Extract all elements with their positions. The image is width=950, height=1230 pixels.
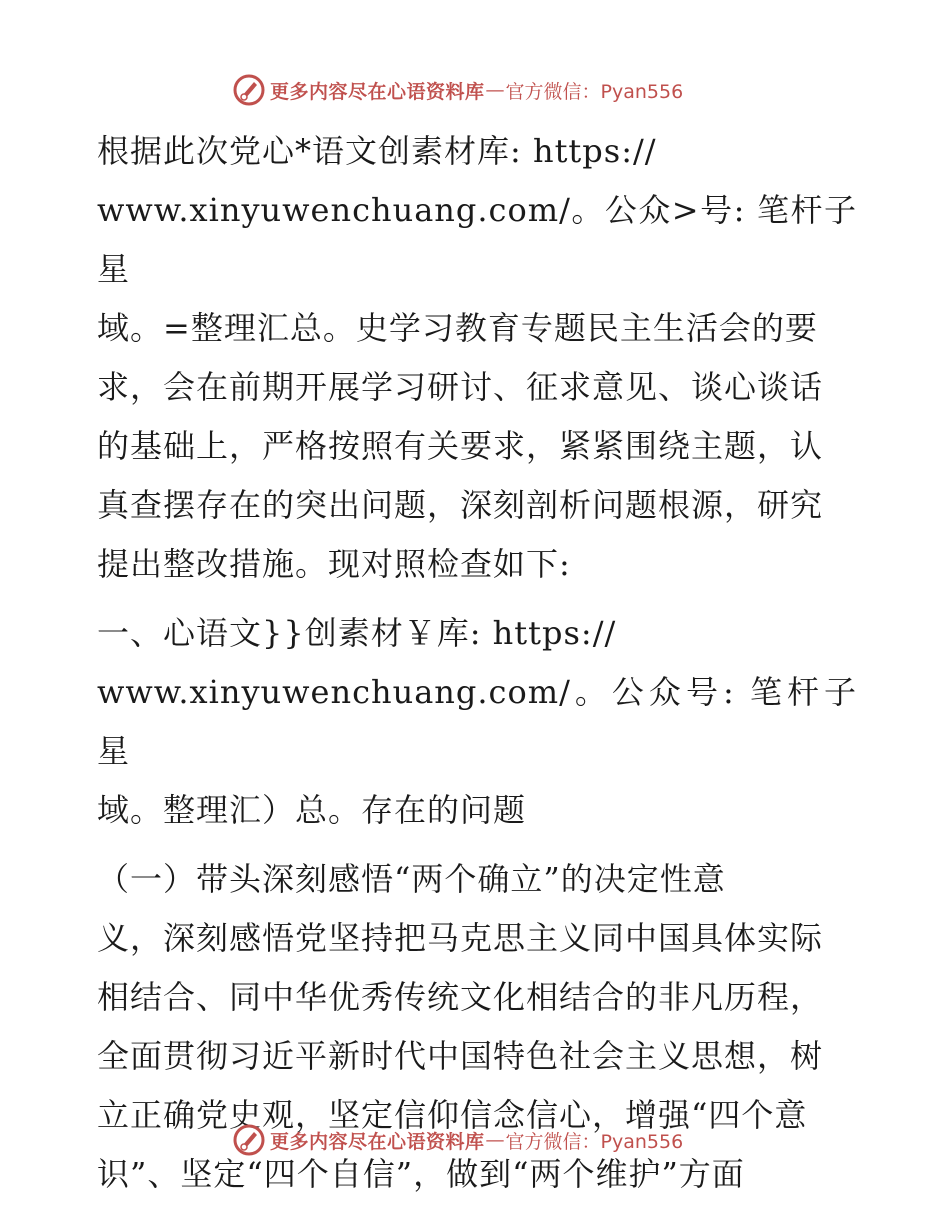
footer-brand-text: 更多内容尽在心语资料库 xyxy=(270,1130,485,1153)
text-line: 求，会在前期开展学习研讨、征求意见、谈心谈话 xyxy=(97,368,824,406)
paragraph-intro xyxy=(97,122,857,594)
paragraph-section-heading xyxy=(97,604,857,840)
footer-separator: — xyxy=(485,1129,505,1151)
text-line: 域。=整理汇总。史学习教育专题民主生活会的要 xyxy=(97,309,818,347)
text-line: www.xinyuwenchuang.com/。公众号: 笔杆子星 xyxy=(97,673,857,770)
text-line: 全面贯彻习近平新时代中国特色社会主义思想，树 xyxy=(97,1037,824,1075)
header-contact-text: 官方微信：Pyan556 xyxy=(505,80,684,103)
header-banner xyxy=(232,72,683,108)
header-separator: — xyxy=(485,79,505,101)
text-line: 识”、坚定“四个自信”，做到“两个维护”方面 xyxy=(97,1155,745,1193)
text-line: 义，深刻感悟党坚持把马克思主义同中国具体实际 xyxy=(97,919,824,957)
text-line: 立正确党史观，坚定信仰信念信心，增强“四个意 xyxy=(97,1096,808,1134)
text-line: 的基础上，严格按照有关要求，紧紧围绕主题，认 xyxy=(97,427,824,465)
footer-contact-text: 官方微信：Pyan556 xyxy=(505,1130,684,1153)
text-line: 根据此次党心*语文创素材库: https:// xyxy=(97,132,657,170)
text-line: 一、心语文}}创素材￥库: https:// xyxy=(97,614,617,652)
footer-banner xyxy=(232,1122,683,1158)
document-body xyxy=(97,122,857,1204)
text-line: 相结合、同中华优秀传统文化相结合的非凡历程， xyxy=(97,978,824,1016)
text-line: 真查摆存在的突出问题，深刻剖析问题根源，研究 xyxy=(97,486,824,524)
text-line: （一）带头深刻感悟“两个确立”的决定性意 xyxy=(97,860,726,898)
text-line: 域。整理汇）总。存在的问题 xyxy=(97,791,527,829)
brand-logo-icon xyxy=(232,1123,266,1157)
text-line: 提出整改措施。现对照检查如下: xyxy=(97,545,571,583)
header-brand-text: 更多内容尽在心语资料库 xyxy=(270,80,485,103)
brand-logo-icon xyxy=(232,73,266,107)
text-line: www.xinyuwenchuang.com/。公众>号: 笔杆子星 xyxy=(97,191,857,288)
